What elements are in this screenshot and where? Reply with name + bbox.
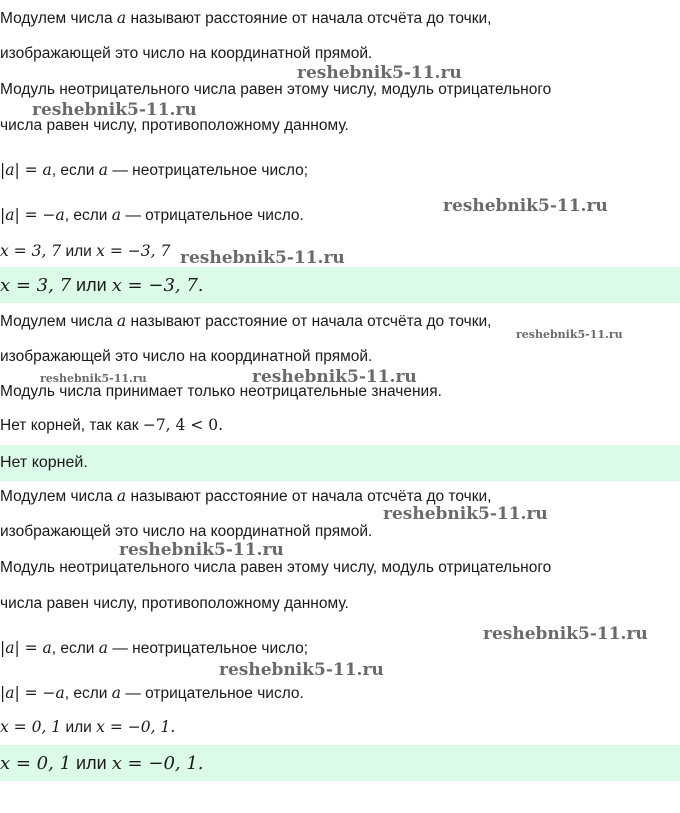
rule-neg: |a| = −a, если a — отрицательное число.	[0, 684, 304, 702]
definition-line-2: изображающей это число на координатной прямой.	[0, 45, 373, 62]
definition-line-3: Модуль неотрицательного числа равен этому числу, модуль отрицательного	[0, 559, 552, 576]
watermark: reshebnik5-11.ru	[297, 63, 462, 83]
definition-line-1: Модулем числа a называют расстояние от начала отсчёта до точки,	[0, 9, 492, 27]
definition-line-1: Модулем числа a называют расстояние от начала отсчёта до точки,	[0, 487, 492, 505]
watermark: reshebnik5-11.ru	[32, 100, 197, 120]
definition-line-2: изображающей это число на координатной прямой.	[0, 523, 373, 540]
solution-line: x = 0, 1 или x = −0, 1.	[0, 718, 176, 736]
answer-box	[0, 745, 680, 781]
definition-line-2: изображающей это число на координатной прямой.	[0, 348, 373, 365]
solution-line: Нет корней, так как −7, 4 < 0.	[0, 416, 224, 434]
definition-line-3: Модуль неотрицательного числа равен этому числу, модуль отрицательного	[0, 81, 552, 98]
answer-text: x = 0, 1 или x = −0, 1.	[0, 753, 204, 774]
answer-text: Нет корней.	[0, 454, 88, 471]
definition-line-4: числа равен числу, противоположному данному.	[0, 117, 349, 134]
watermark: reshebnik5-11.ru	[180, 248, 345, 268]
definition-line-4: числа равен числу, противоположному данному.	[0, 595, 349, 612]
watermark: reshebnik5-11.ru	[119, 540, 284, 560]
watermark: reshebnik5-11.ru	[516, 328, 623, 341]
rule-neg: |a| = −a, если a — отрицательное число.	[0, 206, 304, 224]
watermark: reshebnik5-11.ru	[383, 504, 548, 524]
watermark: reshebnik5-11.ru	[483, 624, 648, 644]
answer-box	[0, 267, 680, 303]
definition-line-1: Модулем числа a называют расстояние от начала отсчёта до точки,	[0, 312, 492, 330]
rule-nonneg: |a| = a, если a — неотрицательное число;	[0, 161, 309, 179]
solution-line: x = 3, 7 или x = −3, 7	[0, 242, 171, 260]
watermark: reshebnik5-11.ru	[252, 367, 417, 387]
watermark: reshebnik5-11.ru	[40, 372, 147, 385]
answer-text: x = 3, 7 или x = −3, 7.	[0, 275, 204, 296]
answer-box	[0, 445, 680, 481]
watermark: reshebnik5-11.ru	[219, 660, 384, 680]
definition-line-3: Модуль числа принимает только неотрицательные значения.	[0, 383, 442, 400]
rule-nonneg: |a| = a, если a — неотрицательное число;	[0, 639, 309, 657]
watermark: reshebnik5-11.ru	[443, 196, 608, 216]
